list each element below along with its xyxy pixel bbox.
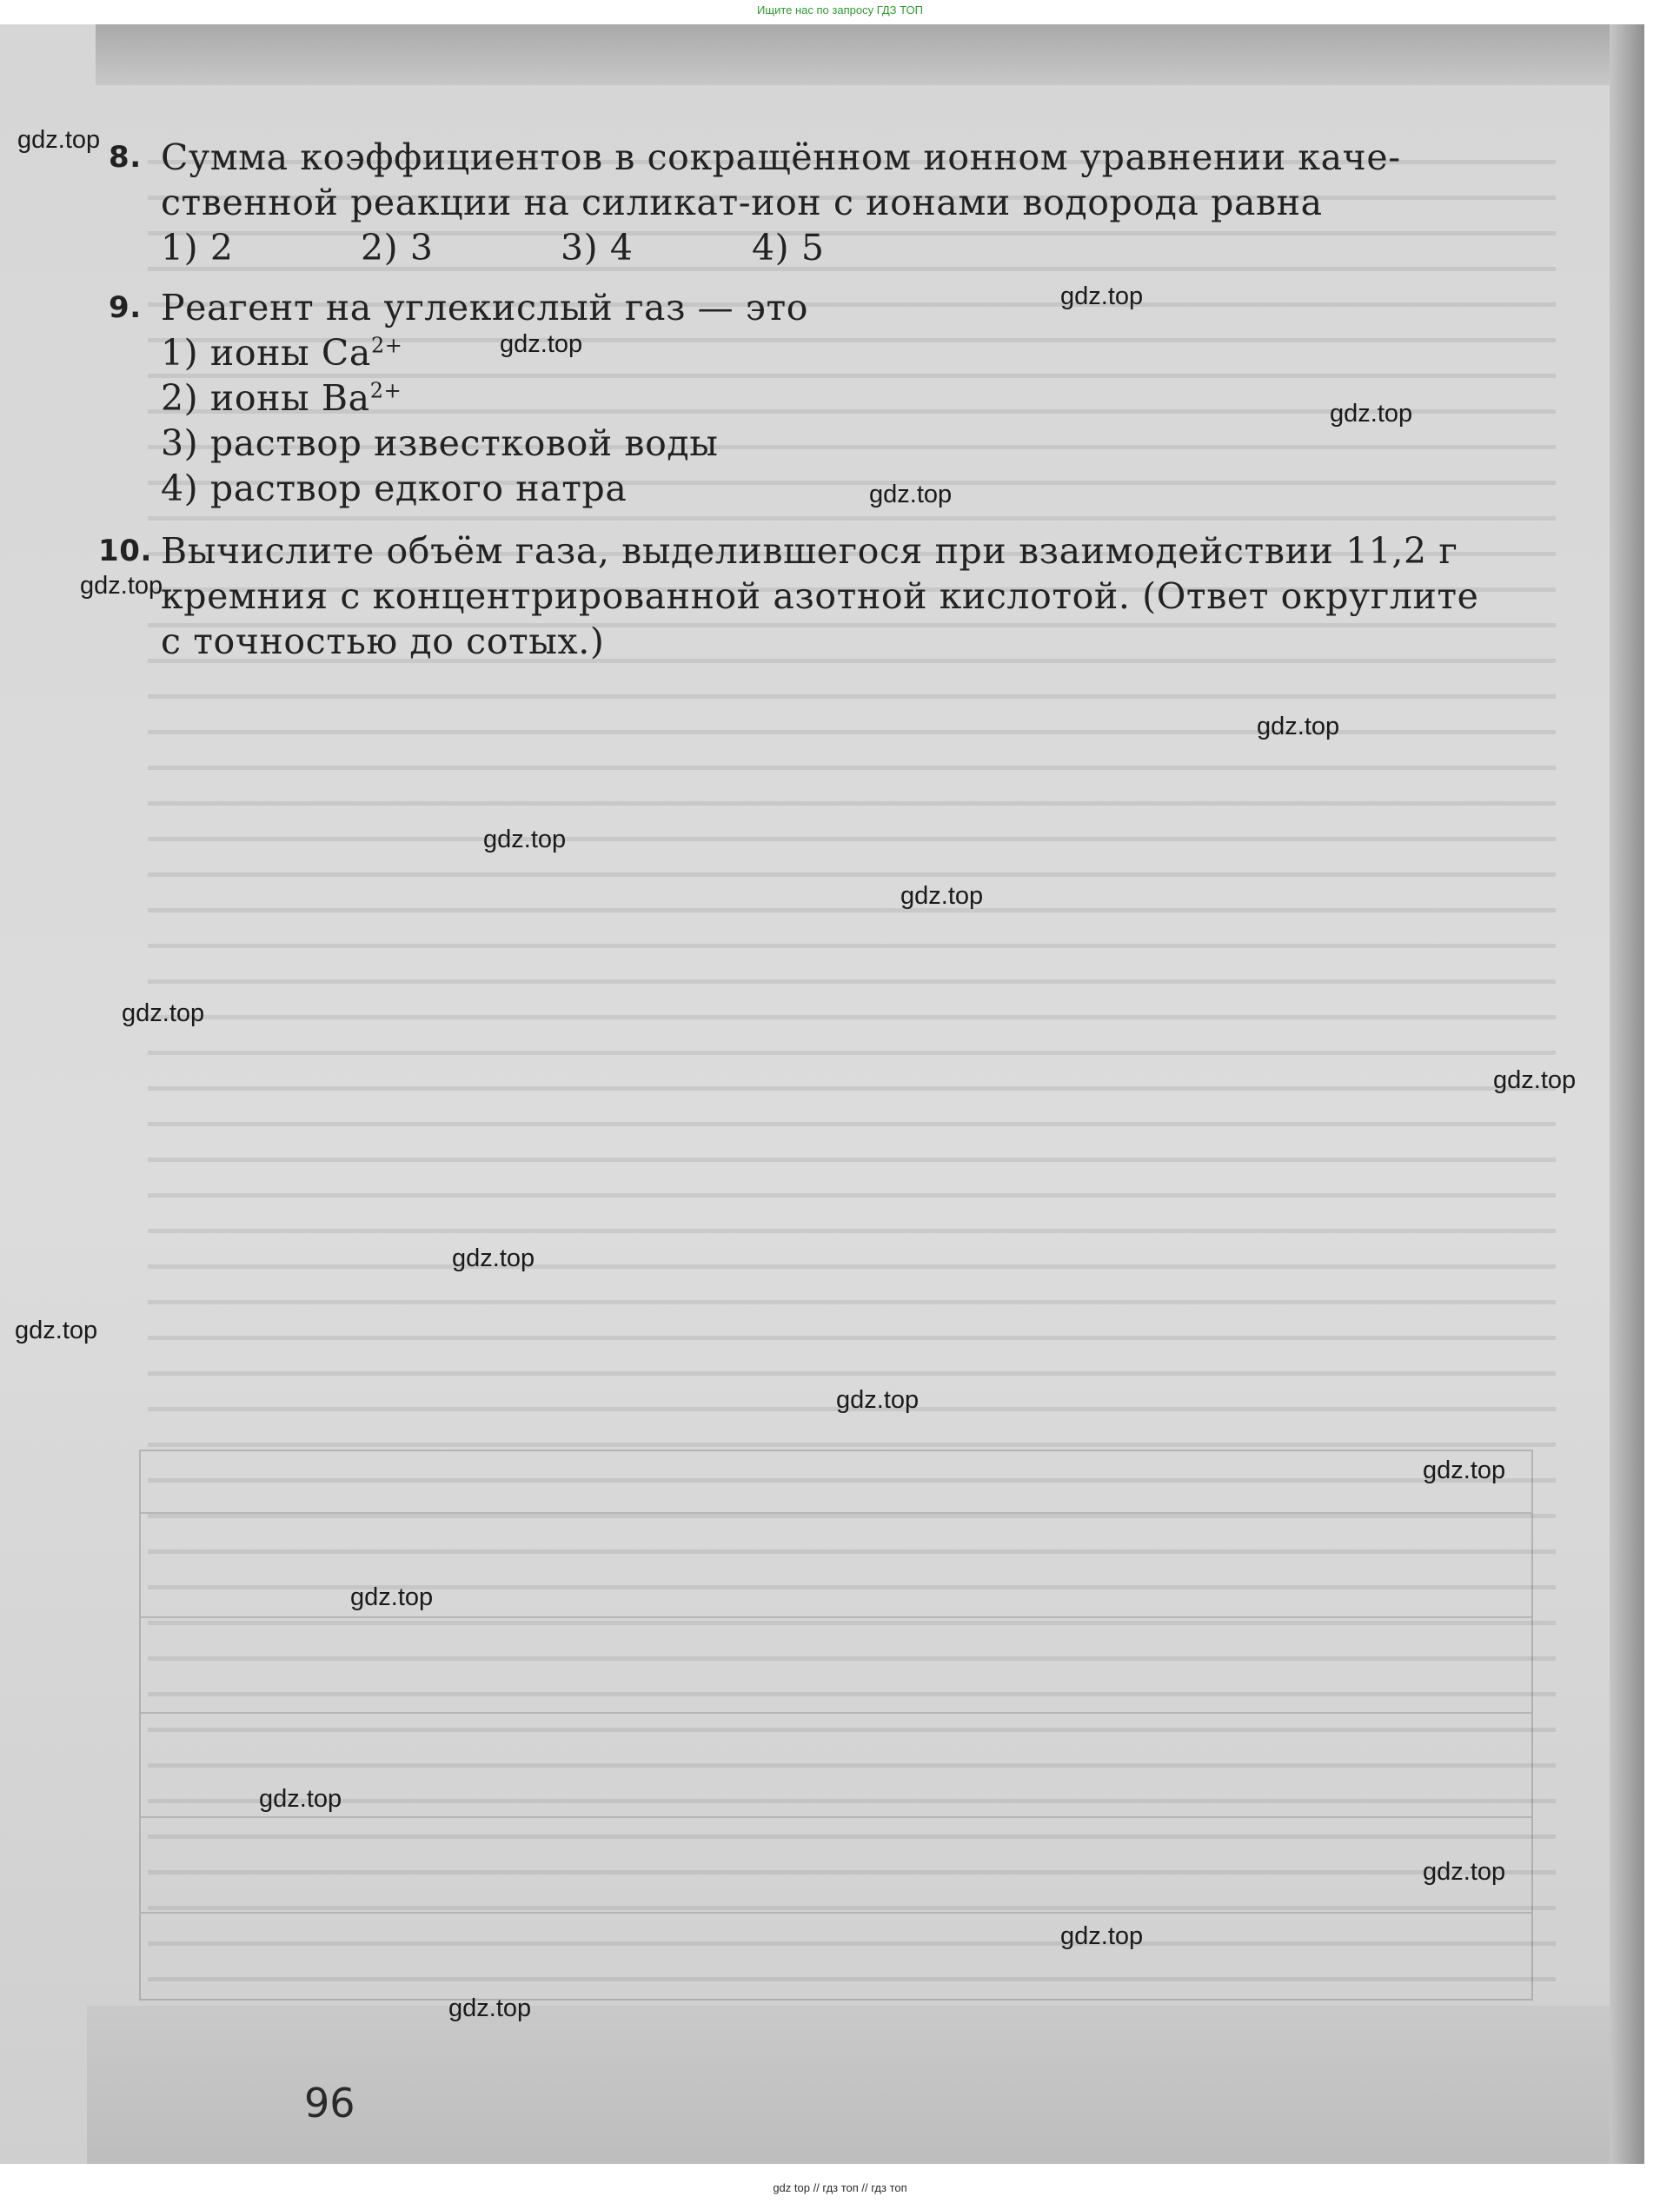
question-9-option-1-charge: 2+ [370, 333, 403, 358]
question-8-option-4: 4) 5 [752, 227, 825, 269]
watermark: gdz.top [1423, 1858, 1506, 1886]
question-9-option-3: 3) раствор известковой воды [161, 422, 719, 464]
question-9-option-1 [161, 330, 808, 375]
watermark: gdz.top [452, 1244, 535, 1272]
page-binding-edge [1610, 24, 1644, 2164]
watermark: gdz.top [1060, 282, 1144, 310]
question-8-options [161, 225, 1401, 270]
watermark: gdz.top [500, 330, 583, 358]
watermark: gdz.top [836, 1386, 920, 1414]
watermark: gdz.top [1330, 400, 1413, 428]
watermark: gdz.top [350, 1583, 434, 1611]
question-9-option-1-text: 1) ионы Ca [161, 332, 371, 374]
watermark: gdz.top [869, 481, 953, 508]
watermark: gdz.top [1257, 713, 1340, 740]
bottom-banner: gdz top // гдз топ // гдз топ [773, 2181, 907, 2194]
watermark: gdz.top [1493, 1066, 1577, 1094]
page-number: 96 [304, 2080, 355, 2127]
watermark: gdz.top [17, 126, 101, 154]
question-10-number: 10. [98, 534, 153, 568]
watermark: gdz.top [448, 1994, 532, 2022]
watermark: gdz.top [122, 999, 205, 1027]
watermark: gdz.top [483, 826, 567, 853]
question-9 [109, 285, 809, 511]
question-10-line-1: Вычислите объём газа, выделившегося при взаимодействии 11,2 г [161, 530, 1458, 572]
question-9-stem: Реагент на углекислый газ — это [161, 287, 809, 328]
question-8-line-2: ственной реакции на силикат-ион с ионами водорода равна [161, 182, 1323, 223]
question-8-option-1: 1) 2 [161, 227, 234, 269]
question-10-line-3: с точностью до сотых.) [161, 620, 605, 662]
question-9-option-4: 4) раствор едкого натра [161, 468, 628, 509]
question-10-line-2: кремния с концентрированной азотной кислотой. (Ответ округлите [161, 575, 1479, 617]
question-9-option-2-charge: 2+ [369, 378, 402, 403]
question-8-number: 8. [109, 140, 142, 175]
top-banner: Ищите нас по запросу ГДЗ ТОП [757, 3, 923, 17]
watermark: gdz.top [1060, 1922, 1144, 1950]
watermark: gdz.top [80, 572, 163, 600]
question-9-option-2-text: 2) ионы Ba [161, 377, 370, 419]
watermark: gdz.top [900, 882, 984, 910]
watermark: gdz.top [1423, 1457, 1506, 1484]
watermark: gdz.top [259, 1785, 342, 1813]
question-8-option-2: 2) 3 [361, 227, 434, 269]
page-top-shadow [96, 24, 1625, 85]
bleed-through-table [139, 1450, 1533, 2001]
question-8-option-3: 3) 4 [561, 227, 634, 269]
watermark: gdz.top [15, 1317, 98, 1344]
question-9-option-2 [161, 375, 808, 421]
book-page [0, 24, 1644, 2164]
question-9-number: 9. [109, 290, 142, 325]
question-8-line-1: Сумма коэффициентов в сокращённом ионном уравнении каче- [161, 136, 1401, 178]
question-8 [109, 135, 1401, 270]
